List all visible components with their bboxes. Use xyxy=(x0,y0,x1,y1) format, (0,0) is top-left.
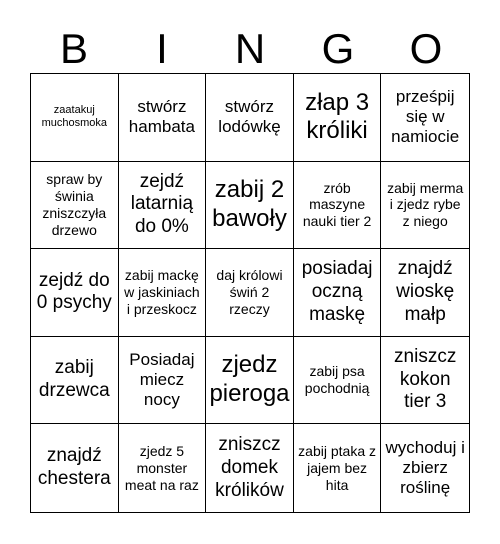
header-letter-o: O xyxy=(409,25,443,72)
bingo-cell-r3c2[interactable]: zabij mackę w jaskiniach i przeskocz xyxy=(119,249,207,337)
header-letter-b: B xyxy=(59,25,88,72)
bingo-cell-r4c4[interactable]: zabij psa pochodnią xyxy=(294,337,382,425)
bingo-cell-r5c1[interactable]: znajdź chestera xyxy=(31,424,119,512)
header-letter-n: N xyxy=(234,25,266,72)
bingo-board xyxy=(30,73,470,513)
bingo-cell-r4c1[interactable]: zabij drzewca xyxy=(31,337,119,425)
bingo-cell-r5c5[interactable]: wychoduj i zbierz roślinę xyxy=(385,437,465,498)
bingo-cell-r3c3[interactable]: daj królowi świń 2 rzeczy xyxy=(206,249,294,337)
bingo-cell-r2c2[interactable]: zejdź latarnią do 0% xyxy=(119,162,207,250)
bingo-cell-r5c4[interactable]: zabij ptaka z jajem bez hita xyxy=(294,424,382,512)
bingo-cell-r4c5[interactable]: zniszcz kokon tier 3 xyxy=(381,337,469,425)
bingo-cell-r1c1[interactable]: zaatakuj muchosmoka xyxy=(31,74,119,162)
bingo-header xyxy=(30,24,470,74)
bingo-cell-r3c5[interactable]: znajdź wioskę małp xyxy=(381,249,469,337)
bingo-cell-r1c2[interactable]: stwórz hambata xyxy=(119,74,207,162)
bingo-cell-r2c1[interactable]: spraw by świnia zniszczyła drzewo xyxy=(31,162,119,250)
bingo-cell-r3c1[interactable]: zejdź do 0 psychy xyxy=(31,249,119,337)
bingo-cell-r1c4[interactable]: złap 3 króliki xyxy=(294,74,382,162)
header-letter-i: I xyxy=(156,25,168,72)
bingo-cell-r1c3[interactable]: stwórz lodówkę xyxy=(206,74,294,162)
bingo-cell-r4c3[interactable]: zjedz pieroga xyxy=(206,337,294,425)
bingo-cell-r2c5[interactable]: zabij merma i zjedz rybe z niego xyxy=(381,162,469,250)
bingo-cell-r5c3[interactable]: zniszcz domek królików xyxy=(206,424,294,512)
bingo-cell-r1c5[interactable]: prześpij się w namiocie xyxy=(381,74,469,162)
bingo-cell-r4c2[interactable]: Posiadaj miecz nocy xyxy=(119,337,207,425)
bingo-cell-r5c2[interactable]: zjedz 5 monster meat na raz xyxy=(119,424,207,512)
bingo-cell-r2c3[interactable]: zabij 2 bawoły xyxy=(206,162,294,250)
header-letter-g: G xyxy=(321,25,355,72)
bingo-cell-r3c4[interactable]: posiadaj oczną maskę xyxy=(294,249,382,337)
bingo-cell-r2c4[interactable]: zrób maszyne nauki tier 2 xyxy=(294,162,382,250)
